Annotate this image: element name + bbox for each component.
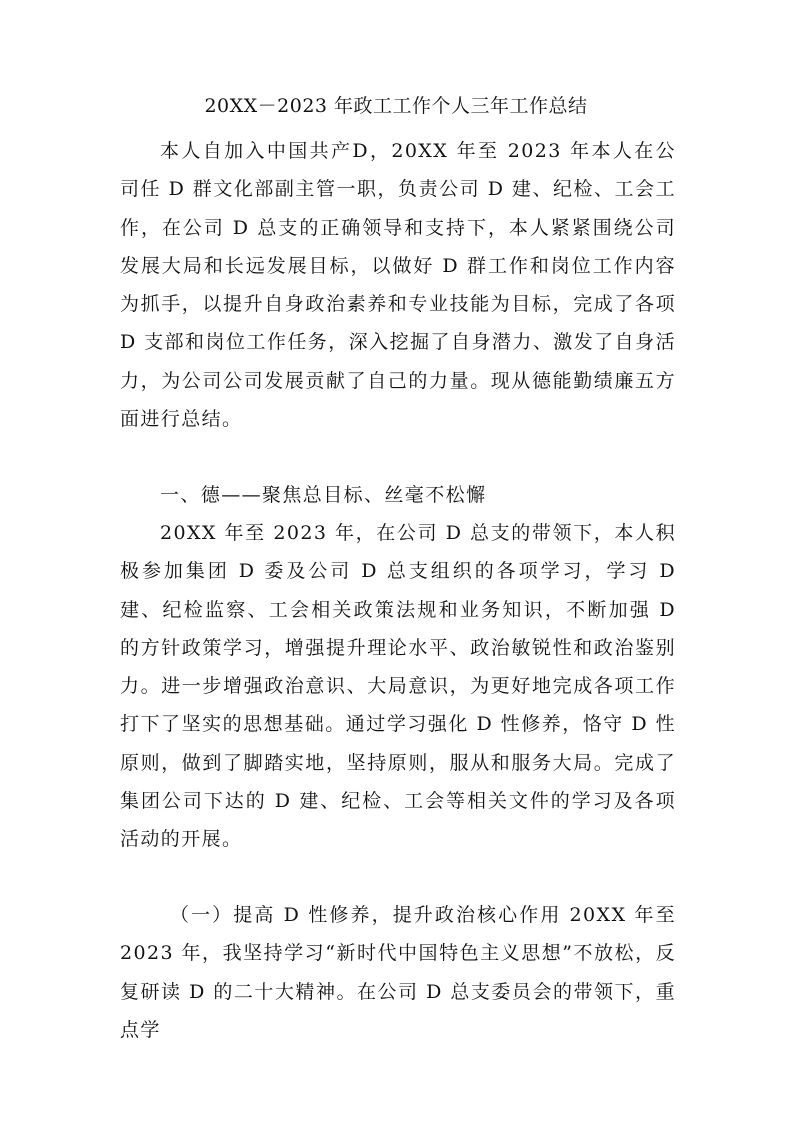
paragraph-de-body: 20XX 年至 2023 年，在公司 D 总支的带领下，本人积极参加集团 D 委及公司 D 总支组织的各项学习，学习 D 建、纪检监察、工会相关政策法规和业务知识，不断加强 D 的方针政策学习，增强提升理论水平、政治敏锐性和政治鉴别力。进一步增强政治意识、大局意识，为更好地完成各项工作打下了坚实的思想基础。通过学习强化 D 性修养，恪守 D 性原则，做到了脚踏实地，坚持原则，服从和服务大局。完成了集团公司下达的 D 建、纪检、工会等相关文件的学习及各项活动的开展。	[120, 522, 676, 851]
paragraph-subsection-1: （一）提高 D 性修养，提升政治核心作用 20XX 年至 2023 年，我坚持学习“新时代中国特色主义思想”不放松，反复研读 D 的二十大精神。在公司 D 总支委员会的带领下，重点学	[120, 904, 676, 1041]
document-title: 20XX－2023 年政工工作个人三年工作总结	[204, 95, 588, 117]
section-heading-de: 一、德——聚焦总目标、丝毫不松懈	[160, 484, 487, 506]
paragraph-intro: 本人自加入中国共产D，20XX 年至 2023 年本人在公司任 D 群文化部副主管一职，负责公司 D 建、纪检、工会工作，在公司 D 总支的正确领导和支持下，本人紧紧围绕公司发展大局和长远发展目标，以做好 D 群工作和岗位工作内容为抓手，以提升自身政治素养和专业技能为目标，完成了各项 D 支部和岗位工作任务，深入挖掘了自身潜力、激发了自身活力，为公司公司发展贡献了自己的力量。现从德能勤绩廉五方面进行总结。	[120, 140, 676, 431]
